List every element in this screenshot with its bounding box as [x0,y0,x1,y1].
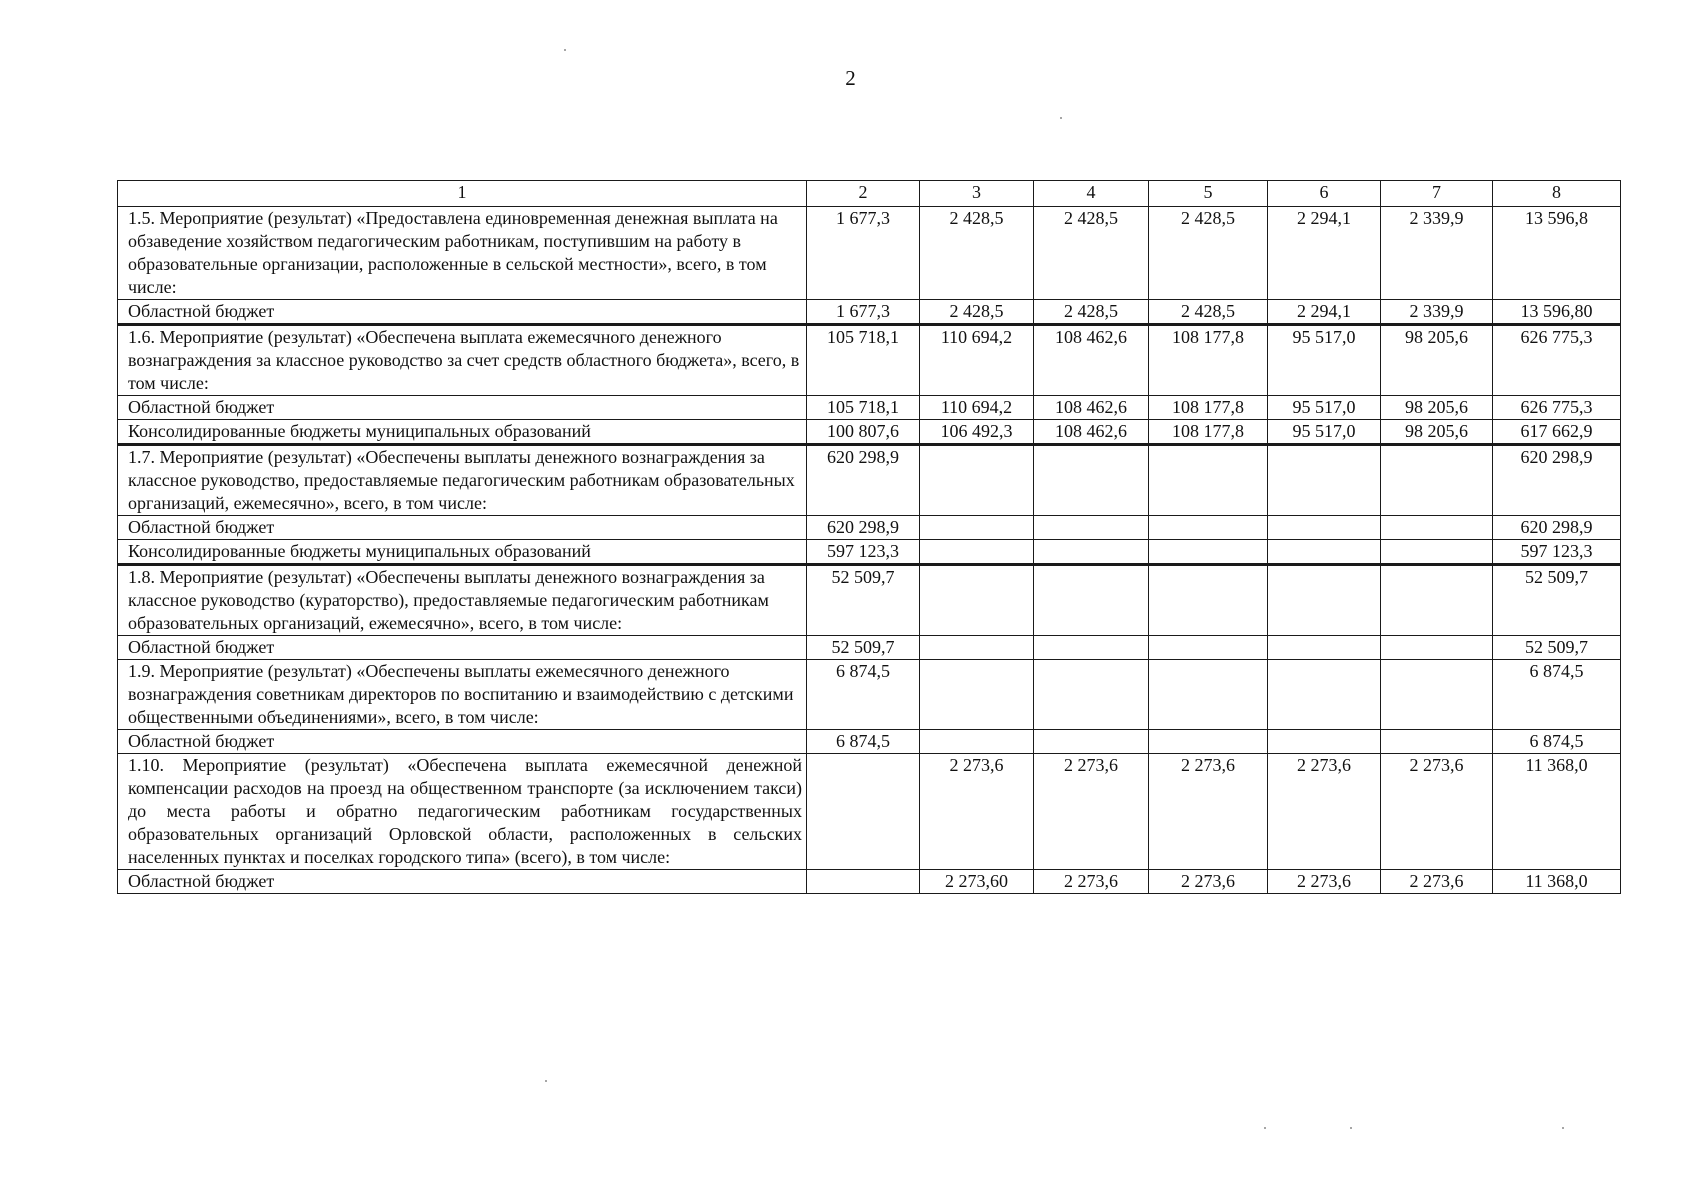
cell-value: 13 596,8 [1493,207,1621,300]
cell-value: 2 428,5 [1034,300,1149,325]
scan-speck [1350,1127,1352,1129]
table-row [118,396,1621,420]
column-header: 1 [118,181,807,207]
cell-value: 2 273,6 [1149,754,1268,870]
cell-value [807,870,920,894]
cell-value: 597 123,3 [807,540,920,565]
table-row [118,445,1621,516]
cell-value [1034,445,1149,516]
cell-value: 2 273,6 [1034,754,1149,870]
cell-value [1268,730,1381,754]
table-row [118,325,1621,396]
cell-value [1381,516,1493,540]
row-label: Областной бюджет [118,300,807,325]
scan-speck [1562,1127,1564,1129]
cell-value [920,445,1034,516]
cell-value: 108 177,8 [1149,325,1268,396]
cell-value: 13 596,80 [1493,300,1621,325]
cell-value: 617 662,9 [1493,420,1621,445]
cell-value [1034,516,1149,540]
row-label: 1.6. Мероприятие (результат) «Обеспечена выплата ежемесячного денежного вознаграждения за классное руководство за счет средств областного бюджета», всего, в том числе: [118,325,807,396]
cell-value [1149,565,1268,636]
table-row [118,660,1621,730]
cell-value: 620 298,9 [1493,516,1621,540]
cell-value [1268,516,1381,540]
cell-value: 98 205,6 [1381,396,1493,420]
cell-value: 98 205,6 [1381,420,1493,445]
cell-value [1034,730,1149,754]
cell-value: 620 298,9 [807,445,920,516]
cell-value: 2 294,1 [1268,300,1381,325]
cell-value: 620 298,9 [1493,445,1621,516]
scan-speck [1264,1127,1266,1129]
cell-value: 100 807,6 [807,420,920,445]
cell-value: 52 509,7 [1493,565,1621,636]
cell-value: 1 677,3 [807,207,920,300]
table-row [118,636,1621,660]
cell-value: 11 368,0 [1493,870,1621,894]
cell-value [1268,636,1381,660]
table-row [118,754,1621,870]
cell-value: 2 273,6 [1268,754,1381,870]
cell-value: 2 428,5 [1149,207,1268,300]
column-header: 6 [1268,181,1381,207]
cell-value: 105 718,1 [807,325,920,396]
table-row [118,730,1621,754]
cell-value: 2 428,5 [1034,207,1149,300]
cell-value: 95 517,0 [1268,325,1381,396]
cell-value: 2 273,6 [1268,870,1381,894]
cell-value [1268,660,1381,730]
cell-value: 6 874,5 [807,660,920,730]
row-label: 1.9. Мероприятие (результат) «Обеспечены выплаты ежемесячного денежного вознаграждения советникам директоров по воспитанию и взаимодействию с детскими общественными объединениями», всего, в том числе: [118,660,807,730]
cell-value: 6 874,5 [1493,730,1621,754]
cell-value [1268,565,1381,636]
cell-value [1034,636,1149,660]
cell-value: 626 775,3 [1493,396,1621,420]
cell-value: 98 205,6 [1381,325,1493,396]
row-label: Областной бюджет [118,516,807,540]
table-row [118,420,1621,445]
cell-value: 2 294,1 [1268,207,1381,300]
cell-value [1268,540,1381,565]
cell-value: 1 677,3 [807,300,920,325]
cell-value: 110 694,2 [920,325,1034,396]
cell-value: 2 428,5 [920,207,1034,300]
cell-value: 11 368,0 [1493,754,1621,870]
cell-value [1034,565,1149,636]
cell-value [1381,540,1493,565]
cell-value [920,516,1034,540]
cell-value [807,754,920,870]
cell-value [1149,660,1268,730]
cell-value: 105 718,1 [807,396,920,420]
cell-value: 2 273,60 [920,870,1034,894]
cell-value [920,540,1034,565]
cell-value: 95 517,0 [1268,396,1381,420]
cell-value [1149,445,1268,516]
cell-value [1034,660,1149,730]
scan-speck [564,49,566,51]
row-label: Областной бюджет [118,730,807,754]
cell-value: 52 509,7 [1493,636,1621,660]
column-header: 8 [1493,181,1621,207]
cell-value [1149,730,1268,754]
cell-value: 2 339,9 [1381,207,1493,300]
cell-value [1381,565,1493,636]
table-row [118,300,1621,325]
column-header: 4 [1034,181,1149,207]
cell-value: 108 462,6 [1034,420,1149,445]
cell-value [1149,540,1268,565]
table-row [118,540,1621,565]
cell-value: 2 428,5 [1149,300,1268,325]
cell-value [920,730,1034,754]
table-row [118,207,1621,300]
cell-value: 2 339,9 [1381,300,1493,325]
cell-value: 2 273,6 [920,754,1034,870]
column-header: 2 [807,181,920,207]
cell-value: 620 298,9 [807,516,920,540]
cell-value [1034,540,1149,565]
cell-value [920,565,1034,636]
row-label: 1.5. Мероприятие (результат) «Предоставлена единовременная денежная выплата на обзаведение хозяйством педагогическим работникам, поступившим на работу в образовательные организации, расположенные в сельской местности», всего, в том числе: [118,207,807,300]
cell-value: 6 874,5 [807,730,920,754]
cell-value [1381,730,1493,754]
column-header: 5 [1149,181,1268,207]
scan-speck [1060,117,1062,119]
cell-value: 106 492,3 [920,420,1034,445]
cell-value: 2 273,6 [1381,754,1493,870]
page-number: 2 [845,66,856,90]
row-label: Областной бюджет [118,636,807,660]
cell-value: 108 177,8 [1149,420,1268,445]
cell-value [1149,636,1268,660]
scan-speck [545,1080,547,1082]
cell-value: 597 123,3 [1493,540,1621,565]
cell-value: 2 273,6 [1149,870,1268,894]
cell-value [1268,445,1381,516]
cell-value [1381,636,1493,660]
column-header: 3 [920,181,1034,207]
table-row [118,870,1621,894]
cell-value [1149,516,1268,540]
cell-value: 52 509,7 [807,565,920,636]
table-row [118,565,1621,636]
cell-value: 2 273,6 [1034,870,1149,894]
column-number-row [118,181,1621,207]
cell-value [1381,660,1493,730]
cell-value: 108 177,8 [1149,396,1268,420]
column-header: 7 [1381,181,1493,207]
cell-value [1381,445,1493,516]
cell-value: 2 428,5 [920,300,1034,325]
row-label: Областной бюджет [118,396,807,420]
row-label: 1.10. Мероприятие (результат) «Обеспечена выплата ежемесячной денежной компенсации расходов на проезд на общественном транспорте (за исключением такси) до места работы и обратно педагогическим работникам государственных образовательных организаций Орловской области, расположенных в сельских населенных пунктах и поселках городского типа» (всего), в том числе: [118,754,807,870]
cell-value: 52 509,7 [807,636,920,660]
cell-value [920,636,1034,660]
budget-table [117,180,1621,894]
row-label: 1.7. Мероприятие (результат) «Обеспечены выплаты денежного вознаграждения за классное руководство, предоставляемые педагогическим работникам образовательных организаций, ежемесячно», всего, в том числе: [118,445,807,516]
cell-value: 108 462,6 [1034,396,1149,420]
row-label: Консолидированные бюджеты муниципальных образований [118,420,807,445]
cell-value: 626 775,3 [1493,325,1621,396]
row-label: Консолидированные бюджеты муниципальных образований [118,540,807,565]
cell-value: 2 273,6 [1381,870,1493,894]
cell-value: 95 517,0 [1268,420,1381,445]
cell-value: 6 874,5 [1493,660,1621,730]
cell-value: 108 462,6 [1034,325,1149,396]
row-label: Областной бюджет [118,870,807,894]
row-label: 1.8. Мероприятие (результат) «Обеспечены выплаты денежного вознаграждения за классное руководство (кураторство), предоставляемые педагогическим работникам образовательных организаций, ежемесячно», всего, в том числе: [118,565,807,636]
table-row [118,516,1621,540]
cell-value [920,660,1034,730]
cell-value: 110 694,2 [920,396,1034,420]
